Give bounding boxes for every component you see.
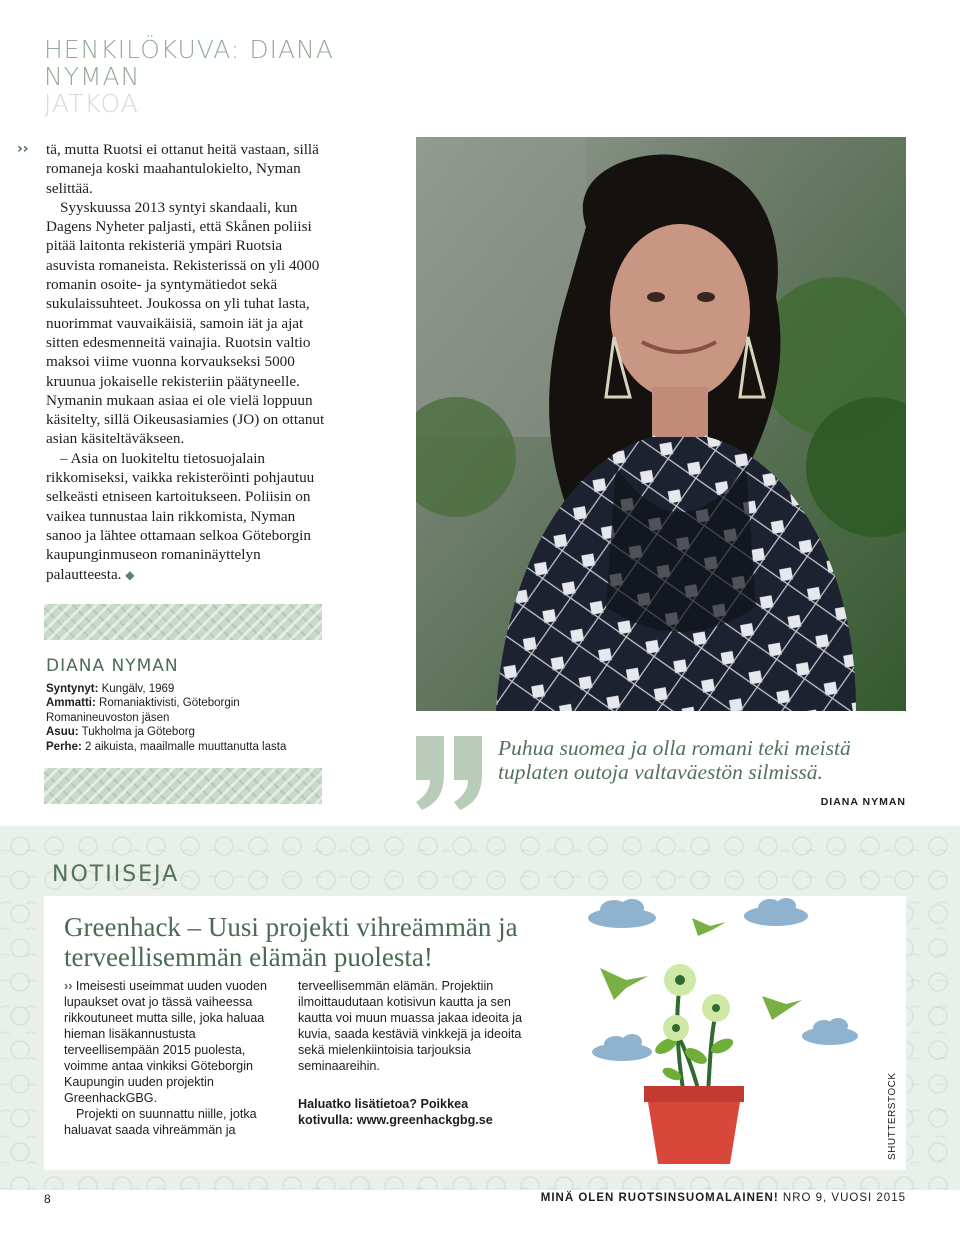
notice-paragraph: terveellisemmän elämän. Projektiin ilmoittaudutaan kotisivun kautta ja sen kautta voi muun muassa jakaa ideoita ja kuvia, saada kestäviä vinkkejä ja ideoita sekä mielenkiintoisia tarjouksia seminaareihin.: [298, 979, 523, 1073]
chevron-right-double-icon: ››: [17, 141, 29, 157]
fact-value: Romaniaktivisti, Göteborgin Romanineuvoston jäsen: [46, 697, 240, 724]
page-number: 8: [44, 1192, 51, 1206]
magazine-name: MINÄ OLEN RUOTSINSUOMALAINEN!: [540, 1192, 779, 1204]
notice-column-1: [64, 978, 278, 1138]
fact-label: Perhe:: [46, 740, 82, 753]
footer-info: [460, 1192, 906, 1204]
fact-row: [46, 725, 310, 739]
article-paragraph: Syyskuussa 2013 syntyi skandaali, kun Dagens Nyheter paljasti, että Skånen poliisi pitää laitonta rekisteriä ympäri Ruotsia asuvista romaneista. Rekisterissä on yli 4000 romanin osoite- ja syntymätiedot sekä sukulaissuhteet. Joukossa on yli tuhat lasta, nuorimmat vauvaikäisiä, samoin iät ja ajat sitten edesmenneitä vainajia. Ruotsin valtio maksoi viime vuonna korvaukseksi 5000 kruunua jokaiselle rekisteriin päätyneelle. Nymanin mukaan asiaa ei ole vielä loppuun käsitelty, sillä Oikeusasiamies (JO) on ottanut asian käsiteltäväkseen.: [46, 198, 325, 448]
notice-paragraph-text: Imeisesti useimmat uuden vuoden lupaukset ovat jo tässä vaiheessa rikkoutuneet mutta sille, joka haluaa hieman lisäkannustusta terveellisempään 2015 puolesta, voimme antaa vinkiksi Göteborgin Kaupungin uuden projektin GreenhackGBG.: [64, 979, 267, 1105]
section-continued: JATKOA: [44, 89, 139, 118]
photo-credit: SHUTTERSTOCK: [887, 1072, 898, 1160]
decorative-strip: [44, 604, 322, 640]
fact-row: [46, 696, 310, 725]
fact-value: Tukholma ja Göteborg: [81, 726, 195, 739]
section-title-text: HENKILÖKUVA: DIANA NYMAN: [44, 35, 334, 91]
article-paragraph-text: – Asia on luokiteltu tietosuojalain rikkomiseksi, vaikka rekisteröinti pohjautuu selkeästi etniseen kartoitukseen. Poliisin on vaikea tunnustaa lain rikkomista, Nyman sanoo ja lähtee ottamaan selkoa Göteborgin kaupunginmuseon romaninäyttelyn palautteesta.: [46, 449, 315, 583]
section-title: [44, 36, 404, 117]
portrait-illustration: [416, 137, 906, 711]
more-info: Haluatko lisätietoa? Poikkea kotivulla: www.greenhackgbg.se: [298, 1097, 493, 1127]
diamond-end-icon: ◆: [125, 567, 135, 582]
factbox-title: DIANA NYMAN: [46, 656, 179, 676]
notice-paragraph: Projekti on suunnattu niille, jotka haluavat saada vihreämmän ja: [64, 1107, 257, 1137]
notice-headline: Greenhack – Uusi projekti vihreämmän ja terveellisemmän elämän puolesta!: [64, 912, 518, 972]
notices-label: NOTIISEJA: [52, 862, 180, 887]
fact-label: Ammatti:: [46, 697, 96, 710]
fact-row: [46, 682, 310, 696]
chevron-right-double-icon: ››: [64, 979, 76, 993]
plant-pot-illustration: [580, 896, 880, 1170]
portrait-photo: [416, 137, 906, 711]
article-paragraph: tä, mutta Ruotsi ei ottanut heitä vastaan, sillä romaneja koski maahantulokielto, Nyman selittää.: [46, 141, 319, 197]
factbox: [46, 682, 310, 754]
fact-value: Kungälv, 1969: [101, 683, 175, 695]
quote-author: DIANA NYMAN: [820, 796, 906, 808]
issue-info: NRO 9, VUOSI 2015: [782, 1192, 906, 1204]
fact-label: Syntynyt:: [46, 683, 99, 695]
fact-row: [46, 740, 310, 754]
quote-mark-icon: [414, 736, 486, 810]
notice-paragraph: [64, 978, 278, 1106]
notice-column-2: [298, 978, 524, 1128]
fact-label: Asuu:: [46, 726, 79, 739]
article-paragraph: [46, 449, 326, 585]
article-body: [17, 140, 326, 585]
fact-value: 2 aikuista, maailmalle muuttanutta lasta: [85, 740, 287, 753]
decorative-strip: [44, 768, 322, 804]
pull-quote: Puhua suomea ja olla romani teki meistä tuplaten outoja valtaväestön silmissä.: [498, 736, 851, 784]
